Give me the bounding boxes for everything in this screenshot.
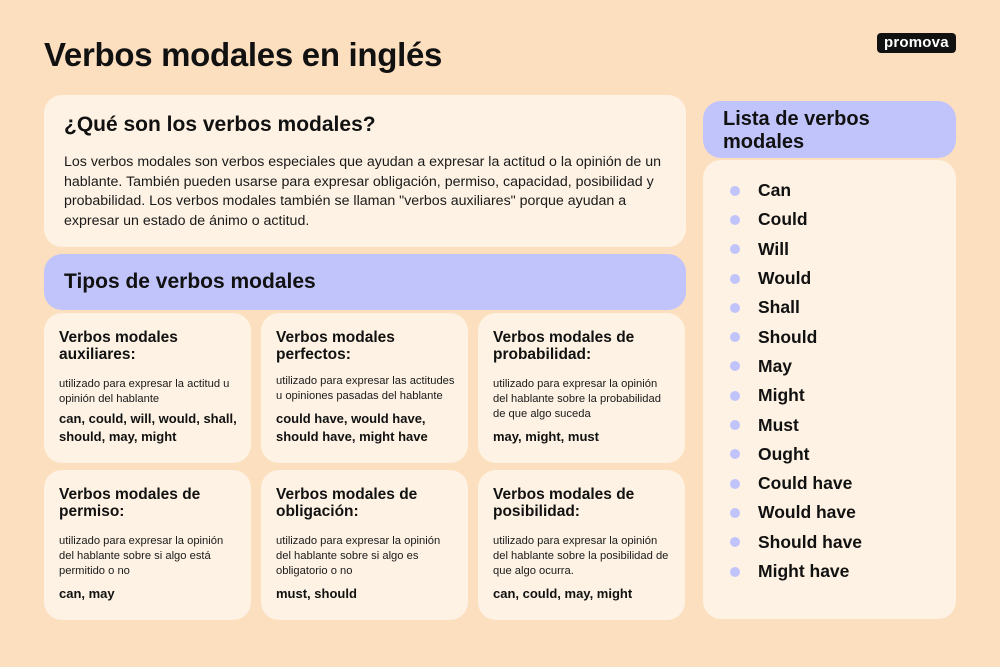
bullet-icon	[730, 303, 740, 313]
list-header: Lista de verbos modales	[703, 101, 956, 158]
type-card-examples: could have, would have, should have, might have	[276, 411, 428, 444]
list-item	[730, 235, 956, 264]
bullet-icon	[730, 567, 740, 577]
list-item	[730, 410, 956, 439]
type-card-examples: can, could, will, would, shall, should, may, might	[59, 411, 237, 444]
modal-verbs-list	[703, 160, 956, 619]
list-item	[730, 205, 956, 234]
list-item	[730, 352, 956, 381]
list-item-label: Must	[758, 414, 799, 435]
type-card-title: Verbos modales de permiso:	[59, 486, 201, 520]
list-item	[730, 322, 956, 351]
bullet-icon	[730, 244, 740, 254]
bullet-icon	[730, 391, 740, 401]
type-card-title: Verbos modales de posibilidad:	[493, 486, 635, 520]
list-item-label: Might	[758, 385, 805, 406]
list-item-label: May	[758, 355, 793, 376]
type-card-posibilidad	[478, 470, 685, 620]
type-card-description: utilizado para expresar la opinión del hablante sobre si algo está permitido o no	[59, 535, 224, 577]
type-card-description: utilizado para expresar la actitud u opinión del hablante	[59, 378, 230, 405]
list-item-label: Might have	[758, 561, 850, 581]
bullet-icon	[730, 479, 740, 489]
list-item	[730, 528, 956, 557]
types-header: Tipos de verbos modales	[44, 254, 686, 310]
list-item-label: Could have	[758, 473, 853, 494]
intro-card	[44, 95, 686, 247]
type-card-description: utilizado para expresar las actitudes u opiniones pasadas del hablante	[276, 375, 455, 402]
type-card-examples: can, could, may, might	[493, 586, 633, 601]
list-item-label: Would have	[758, 502, 856, 523]
bullet-icon	[730, 361, 740, 371]
list-item-label: Should	[758, 326, 818, 347]
list-item-label: Can	[758, 180, 792, 201]
intro-text: Los verbos modales son verbos especiales que ayudan a expresar la actitud o la opinión de un hablante. También pueden usarse para expresar obligación, permiso, capacidad, posibilidad y probabilidad. Los verbos modales también se llaman "verbos auxiliares" porque ayudan a expresar un estado de ánimo o actitud.	[64, 154, 662, 229]
page-title: Verbos modales en inglés	[44, 36, 443, 73]
list-item	[730, 176, 956, 205]
type-card-title: Verbos modales perfectos:	[276, 329, 395, 363]
type-card-examples: must, should	[276, 586, 357, 601]
bullet-icon	[730, 186, 740, 196]
bullet-icon	[730, 274, 740, 284]
type-card-description: utilizado para expresar la opinión del hablante sobre la posibilidad de que algo ocurra.	[493, 535, 669, 577]
bullet-icon	[730, 508, 740, 518]
list-item	[730, 264, 956, 293]
list-item-label: Could	[758, 209, 808, 230]
type-card-title: Verbos modales de obligación:	[276, 486, 418, 520]
list-item	[730, 293, 956, 322]
list-item-label: Should have	[758, 531, 863, 552]
type-card-perfectos	[261, 313, 468, 463]
list-item-label: Will	[758, 238, 789, 259]
list-item	[730, 557, 956, 586]
type-card-title: Verbos modales de probabilidad:	[493, 329, 635, 363]
type-card-probabilidad	[478, 313, 685, 463]
promova-logo: promova	[877, 33, 956, 53]
list-item	[730, 469, 956, 498]
type-card-description: utilizado para expresar la opinión del hablante sobre la probabilidad de que algo suceda	[493, 378, 661, 420]
list-item	[730, 381, 956, 410]
type-card-obligacion	[261, 470, 468, 620]
type-card-permiso	[44, 470, 251, 620]
bullet-icon	[730, 332, 740, 342]
list-item	[730, 440, 956, 469]
intro-title: ¿Qué son los verbos modales?	[64, 113, 376, 136]
type-card-title: Verbos modales auxiliares:	[59, 329, 178, 363]
type-card-description: utilizado para expresar la opinión del hablante sobre si algo es obligatorio o no	[276, 535, 441, 577]
list-item-label: Ought	[758, 443, 810, 464]
bullet-icon	[730, 420, 740, 430]
type-card-examples: can, may	[59, 586, 115, 601]
bullet-icon	[730, 537, 740, 547]
type-card-auxiliares	[44, 313, 251, 463]
bullet-icon	[730, 449, 740, 459]
list-item-label: Shall	[758, 297, 800, 318]
type-card-examples: may, might, must	[493, 429, 599, 444]
list-item	[730, 498, 956, 527]
list-item-label: Would	[758, 268, 812, 289]
bullet-icon	[730, 215, 740, 225]
